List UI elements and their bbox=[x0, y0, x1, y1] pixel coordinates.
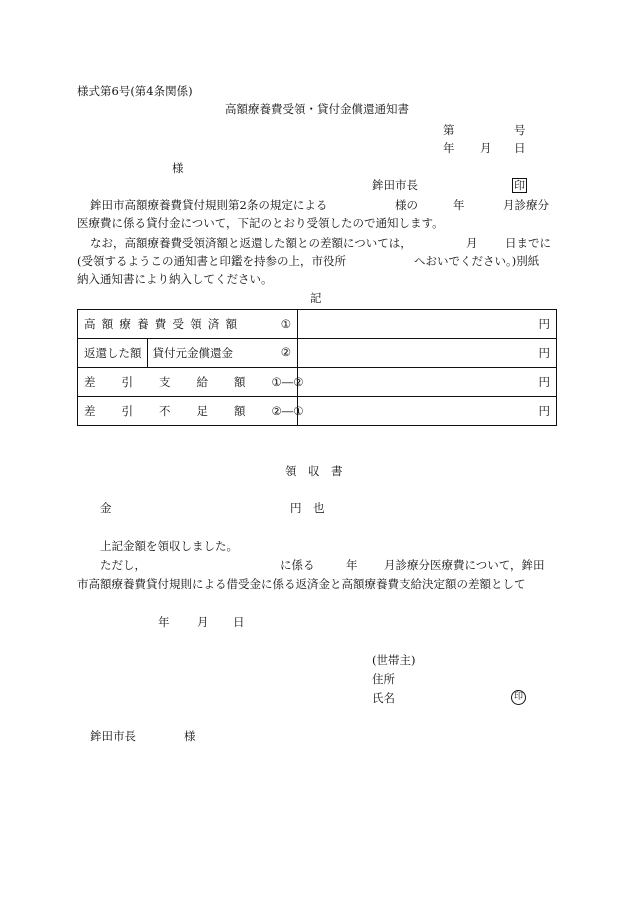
issue-year: 年 bbox=[443, 141, 455, 155]
row4-amount-cell bbox=[298, 397, 557, 426]
receipt-enya: 円 也 bbox=[290, 501, 325, 515]
row1-num: ① bbox=[280, 317, 291, 331]
para2-line1c: 日までに bbox=[505, 236, 551, 250]
para1-line1c: 年 bbox=[453, 198, 465, 212]
para2-line2b: へおいでください。)別紙 bbox=[414, 254, 540, 268]
ki-label: 記 bbox=[310, 291, 322, 305]
row1-label-text: 高額療養費受領済額 bbox=[84, 317, 244, 331]
receipt-to-sama: 様 bbox=[184, 729, 196, 743]
row2-label-a: 返還した額 bbox=[78, 339, 148, 367]
receipt-to: 鉾田市長 bbox=[90, 729, 136, 743]
issue-month: 月 bbox=[480, 141, 492, 155]
row3-label-cell bbox=[78, 368, 304, 397]
row1-amount-cell bbox=[298, 310, 557, 339]
para2-line1a: なお，高額療養費受領済額と返還した額との差額については， bbox=[90, 236, 412, 250]
form-number: 様式第6号(第4条関係) bbox=[77, 84, 193, 98]
doc-no-prefix: 第 bbox=[443, 123, 455, 137]
para2-line3: 納入通知書により納入してください。 bbox=[77, 272, 273, 286]
row3-label: 差引支給額 bbox=[84, 375, 272, 389]
table-row bbox=[78, 310, 557, 339]
row1-label bbox=[84, 316, 267, 332]
row1-label-cell bbox=[78, 310, 298, 339]
seal-square: 印 bbox=[514, 179, 525, 192]
para1-line1d: 月診療分 bbox=[503, 198, 549, 212]
row2-num: ② bbox=[280, 345, 291, 359]
para1-line1a: 鉾田市高額療養費貸付規則第2条の規定による bbox=[90, 198, 328, 212]
receipt-line2c: 年 bbox=[346, 558, 358, 572]
receipt-title: 領 収 書 bbox=[285, 464, 343, 478]
para2-line2a: (受領するようこの通知書と印鑑を持参の上，市役所 bbox=[77, 254, 346, 268]
name-label: 氏名 bbox=[372, 691, 395, 705]
doc-no-suffix: 号 bbox=[514, 123, 526, 137]
receipt-kin: 金 bbox=[100, 501, 112, 515]
para2-line1b: 月 bbox=[466, 236, 478, 250]
receipt-line2b: に係る bbox=[280, 558, 315, 572]
receipt-line3: 市高額療養費貸付規則による借受金に係る返済金と高額療養費支給決定額の差額として bbox=[77, 577, 526, 591]
row3-num: ①―② bbox=[271, 375, 304, 389]
seal-circle: 印 bbox=[511, 690, 526, 705]
address-label: 住所 bbox=[372, 672, 395, 686]
row2-unit: 円 bbox=[538, 346, 550, 360]
receipt-line2d: 月診療分医療費について，鉾田 bbox=[384, 558, 545, 572]
issuer-name: 鉾田市長 bbox=[372, 178, 418, 192]
row4-label: 差引不足額 bbox=[84, 404, 272, 418]
table-row bbox=[78, 397, 557, 426]
para1-line1b: 様の bbox=[395, 198, 418, 212]
householder-label: (世帯主) bbox=[372, 653, 416, 667]
para1-line2: 医療費に係る貸付金について，下記のとおり受領したので通知します。 bbox=[77, 216, 444, 230]
row2-label-b: 貸付元金償還金 bbox=[152, 346, 233, 360]
row2-label-cell bbox=[78, 339, 298, 368]
row4-label-cell bbox=[78, 397, 304, 426]
receipt-day: 日 bbox=[233, 615, 245, 629]
table-row bbox=[78, 339, 557, 368]
row4-unit: 円 bbox=[538, 404, 550, 418]
row4-num: ②―① bbox=[271, 404, 304, 418]
issue-day: 日 bbox=[514, 141, 526, 155]
row3-amount-cell bbox=[298, 368, 557, 397]
receipt-year: 年 bbox=[158, 615, 170, 629]
table-row bbox=[78, 368, 557, 397]
row2-amount-cell bbox=[298, 339, 557, 368]
addressee-sama: 様 bbox=[172, 161, 184, 175]
receipt-line1: 上記金額を領収しました。 bbox=[100, 539, 238, 553]
receipt-month: 月 bbox=[197, 615, 209, 629]
document-title: 高額療養費受領・貸付金償還通知書 bbox=[225, 102, 409, 116]
row3-unit: 円 bbox=[538, 375, 550, 389]
receipt-line2a: ただし， bbox=[100, 558, 146, 572]
amounts-table bbox=[77, 309, 557, 426]
row1-unit: 円 bbox=[538, 317, 550, 331]
